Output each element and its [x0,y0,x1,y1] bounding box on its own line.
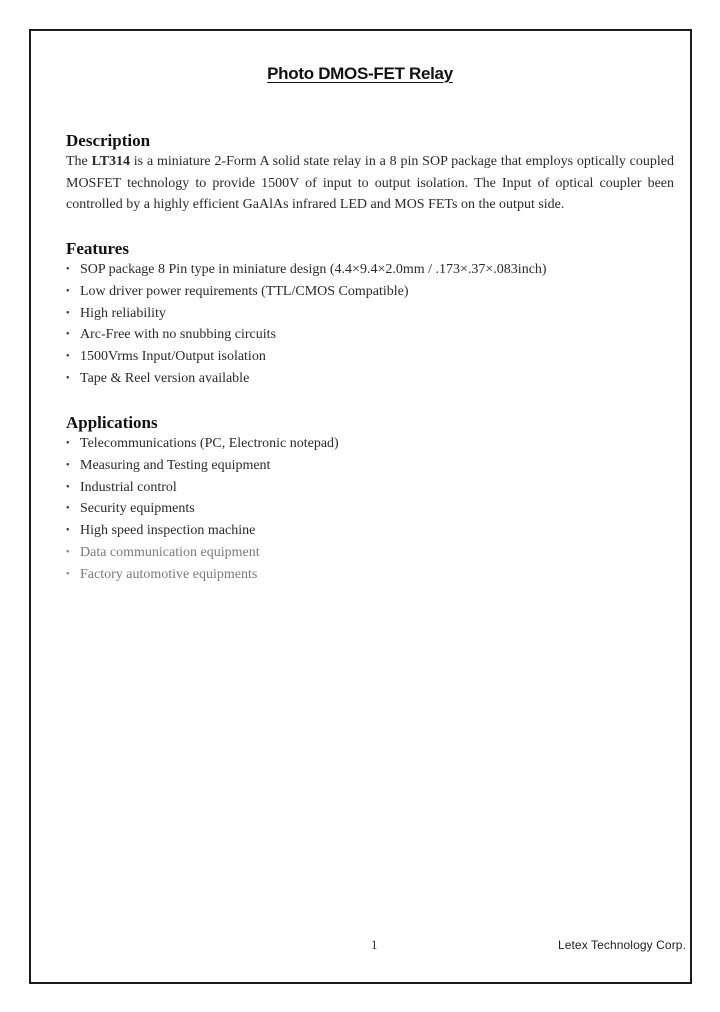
description-section [66,131,674,216]
description-text: is a miniature 2-Form A solid state relay in a 8 pin SOP package that employs optically coupled MOSFET technology to provide 1500V of input to output isolation. The Input of optical coupler been controlled by a highly efficient GaAlAs infrared LED and MOS FETs on the output side. [66,154,675,213]
description-lead: The [66,154,92,169]
document-title: Photo DMOS-FET Relay [267,64,453,83]
application-item: • Factory automotive equipments [66,564,674,586]
bullet-icon: • [66,568,70,580]
bullet-icon: • [66,525,70,537]
feature-item: • Tape & Reel version available [66,368,674,390]
bullet-icon: • [66,438,70,449]
bullet-icon: • [66,351,70,363]
bullet-icon: • [66,329,70,341]
application-item: • Security equipments [66,498,674,520]
part-number: LT314 [91,154,130,169]
bullet-icon: • [66,264,70,275]
feature-item: • SOP package 8 Pin type in miniature design (4.4×9.4×2.0mm / .173×.37×.083inch) [66,259,674,281]
applications-list [66,433,674,586]
feature-item: • Low driver power requirements (TTL/CMOS Compatible) [66,281,674,303]
application-item: • Data communication equipment [66,542,674,564]
company-name: Letex Technology Corp. [557,938,686,952]
applications-heading: Applications [66,413,158,432]
page-number: 1 [371,937,378,952]
bullet-icon: • [66,503,70,515]
application-item: • Telecommunications (PC, Electronic notepad) [66,433,674,455]
bullet-icon: • [66,307,70,319]
application-item: • Industrial control [66,477,674,499]
feature-item: • Arc-Free with no snubbing circuits [66,324,674,346]
application-item: • Measuring and Testing equipment [66,455,674,477]
bullet-icon: • [66,285,70,297]
bullet-icon: • [66,459,70,471]
bullet-icon: • [66,481,70,493]
features-list [66,259,674,390]
features-section [66,239,674,390]
feature-item: • High reliability [66,303,674,325]
feature-item: • 1500Vrms Input/Output isolation [66,346,674,368]
description-heading: Description [66,131,151,150]
bullet-icon: • [66,546,70,558]
bullet-icon: • [66,372,70,384]
description-paragraph [66,151,674,216]
features-heading: Features [66,239,129,258]
application-item: • High speed inspection machine [66,520,674,542]
applications-section [66,413,674,586]
